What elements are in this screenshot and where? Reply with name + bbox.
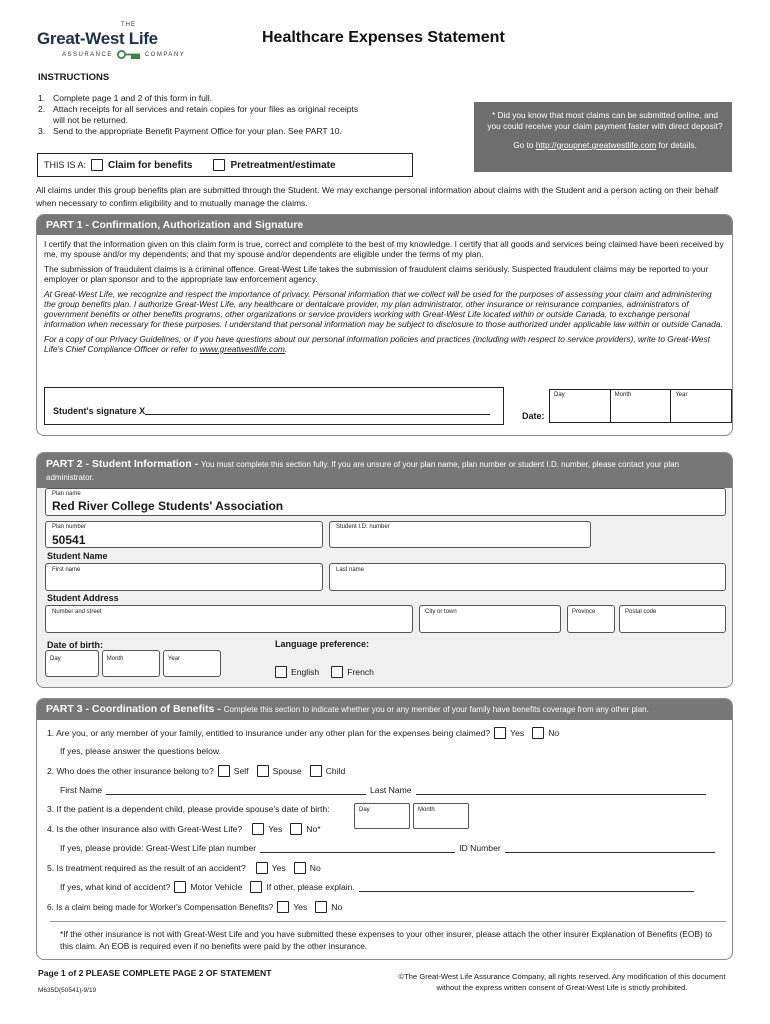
gwl-plan-number-input[interactable] — [260, 843, 455, 853]
groupnet-link[interactable]: http://groupnet.greatwestlife.com — [535, 140, 657, 150]
other-accident-checkbox[interactable] — [250, 881, 262, 893]
part2-section — [36, 452, 733, 688]
logo-assurance: ASSURANCE — [62, 51, 113, 58]
q2-row: 2. Who does the other insurance belong to? Self Spouse Child — [47, 766, 346, 776]
motor-vehicle-checkbox[interactable] — [174, 881, 186, 893]
signature-row — [44, 387, 732, 427]
insured-first-name-input[interactable] — [106, 785, 366, 795]
id-number-label: ID Number — [459, 843, 501, 853]
instructions-heading: INSTRUCTIONS — [38, 72, 110, 83]
postal-code-field[interactable] — [619, 605, 726, 633]
dob-year[interactable]: Year — [163, 650, 221, 677]
date-label: Date: — [522, 411, 545, 421]
q4-no-checkbox[interactable] — [290, 823, 302, 835]
part3-heading: PART 3 - Coordination of Benefits - Complete this section to indicate whether you or any member of your family have benefits coverage from any other plan. — [37, 699, 732, 720]
city-label: City or town — [425, 609, 457, 615]
signature-label: Student's signature X — [53, 406, 146, 416]
insured-name-row — [60, 785, 706, 795]
q6-text: 6. Is a claim being made for Worker's Compensation Benefits? — [47, 902, 274, 912]
date-year: Year — [675, 392, 688, 398]
dob-day[interactable]: Day — [45, 650, 99, 677]
copyright-notice: ©The Great-West Life Assurance Company, all rights reserved. Any modification of this document without the express written consent of Great-West Life is strictly prohibited. — [398, 972, 726, 992]
logo-the: THE — [121, 22, 136, 28]
plan-name-label: Plan name — [52, 491, 81, 497]
q5-row: 5. Is treatment required as the result of an accident? Yes No — [47, 863, 321, 873]
english-label: English — [291, 667, 320, 677]
q1-row: 1. Are you, or any member of your family, entitled to insurance under any other plan for the expenses being claimed? Yes No — [47, 728, 560, 738]
q4-yes-checkbox[interactable] — [252, 823, 264, 835]
greatwestlife-link[interactable]: www.greatwestlife.com — [199, 344, 285, 354]
self-checkbox[interactable] — [218, 765, 230, 777]
student-id-label: Student I.D. number — [336, 524, 390, 530]
date-month: Month — [611, 390, 672, 422]
q1-yes-checkbox[interactable] — [494, 727, 506, 739]
claim-type-row — [37, 153, 413, 177]
signature-field[interactable] — [44, 387, 504, 425]
dob-field[interactable] — [45, 650, 221, 677]
q4-row: 4. Is the other insurance also with Great-West Life? Yes No* — [47, 824, 321, 834]
instructions-list — [38, 93, 368, 137]
q5-no-checkbox[interactable] — [294, 862, 306, 874]
fraud-text: The submission of fraudulent claims is a criminal offence. Great-West Life takes the submission of fraudulent claims seriously. Suspected fraudulent claims may be reported to your employer or plan sponsor and to the appropriate law enforcement agency. — [44, 264, 709, 284]
claim-for-benefits-label: Claim for benefits — [108, 159, 193, 171]
logo-company: COMPANY — [144, 51, 186, 58]
province-field[interactable] — [567, 605, 615, 633]
q3-row — [47, 804, 330, 814]
q1-followup: If yes, please answer the questions below. — [60, 746, 221, 756]
privacy-guidelines-text: For a copy of our Privacy Guidelines, or if you have questions about our personal information policies and practices (including with respect to service providers), write to Great-West Life's Chief Compliance Officer or refer to www.greatwestlife.com. — [44, 334, 710, 354]
plan-number-field[interactable] — [45, 521, 323, 548]
last-name-field[interactable] — [329, 563, 726, 591]
q6-no-checkbox[interactable] — [315, 901, 327, 913]
key-icon — [117, 50, 141, 59]
insured-last-name-label: Last Name — [370, 785, 412, 795]
online-notice-link-line: Go to http://groupnet.greatwestlife.com for details. — [513, 140, 697, 150]
certify-text: I certify that the information given on this claim form is true, correct and complete to the best of my knowledge. I certify that all goods and services being claimed have been received by me, my spouse and/or my dependents; and that my spouse and/or dependents are eligible under the terms of my plan. — [44, 239, 724, 259]
logo-name: Great-West Life — [37, 29, 158, 48]
q4-followup-row — [60, 843, 715, 853]
q5-followup-row: If yes, what kind of accident? Motor Vehicle If other, please explain. — [60, 881, 694, 893]
spouse-checkbox[interactable] — [257, 765, 269, 777]
spouse-dob-day[interactable]: Day — [354, 803, 410, 829]
form-code: M635D(50541)-9/19 — [38, 987, 97, 994]
plan-number-label: Plan number — [52, 524, 87, 530]
signature-date-field[interactable] — [549, 389, 732, 423]
dob-month[interactable]: Month — [102, 650, 160, 677]
pretreatment-label: Pretreatment/estimate — [230, 159, 336, 171]
claims-notice: All claims under this group benefits plan are submitted through the Student. We may exchange personal information about claims with the Student and a person acting on their behalf when necessary to confirm eligibility and to mutually manage the claims. — [36, 185, 719, 208]
french-label: French — [347, 667, 374, 677]
other-accident-input[interactable] — [359, 882, 694, 892]
part1-heading: PART 1 - Confirmation, Authorization and Signature — [37, 215, 732, 235]
page-title: Healthcare Expenses Statement — [262, 29, 505, 46]
privacy-text: At Great-West Life, we recognize and respect the importance of privacy. Personal information that we collect will be used for the purposes of assessing your claim and administering the group benefits plan. I authorize Great-West Life, any healthcare or dentalcare provider, my plan administrator, other insurance or reinsurance companies, administrators of government benefits or other benefits programs, other organizations or service providers working with Great-West Life located within or outside Canada, to exchange personal information when necessary for these purposes. I understand that personal information may be subject to disclosure to those authorized under applicable law within or outside Canada. — [44, 289, 723, 329]
language-heading: Language preference: — [275, 639, 370, 649]
q6-row: 6. Is a claim being made for Worker's Compensation Benefits? Yes No — [47, 902, 343, 912]
eob-note: *If the other insurance is not with Great-West Life and you have submitted these expenses to your other insurer, please attach the other insurer Explanation of Benefits (EOB) to this claim. An EOB is required even if no benefits were paid by the other insurance. — [50, 921, 726, 955]
insured-first-name-label: First Name — [60, 785, 103, 795]
pretreatment-checkbox[interactable] — [213, 159, 225, 171]
language-options — [275, 666, 374, 678]
q1-text: 1. Are you, or any member of your family, entitled to insurance under any other plan for the expenses being claimed? — [47, 728, 491, 738]
logo-tagline — [62, 50, 185, 59]
first-name-field[interactable] — [45, 563, 323, 591]
claim-for-benefits-checkbox[interactable] — [91, 159, 103, 171]
street-label: Number and street — [52, 609, 102, 615]
province-label: Province — [572, 609, 596, 615]
accident-kind-label: If yes, what kind of accident? — [60, 882, 171, 892]
claim-type-label: THIS IS A: — [44, 160, 87, 170]
plan-number-value: 50541 — [52, 533, 86, 547]
student-name-heading: Student Name — [47, 551, 108, 561]
q5-yes-checkbox[interactable] — [256, 862, 268, 874]
q3-text: 3. If the patient is a dependent child, please provide spouse's date of birth: — [47, 804, 330, 814]
first-name-label: First name — [52, 567, 81, 573]
plan-name-field[interactable] — [45, 488, 726, 516]
english-checkbox[interactable] — [275, 666, 287, 678]
plan-name-value: Red River College Students' Association — [52, 499, 284, 513]
q5-text: 5. Is treatment required as the result of an accident? — [47, 863, 246, 873]
gwl-plan-number-label: If yes, please provide: Great-West Life plan number — [60, 843, 257, 853]
q1-no-checkbox[interactable] — [532, 727, 544, 739]
postal-code-label: Postal code — [625, 609, 657, 615]
id-number-input[interactable] — [505, 843, 715, 853]
online-notice-text: * Did you know that most claims can be submitted online, and you could receive your claim payment faster with direct deposit? — [487, 110, 723, 131]
city-field[interactable] — [419, 605, 561, 633]
insured-last-name-input[interactable] — [416, 785, 706, 795]
q2-text: 2. Who does the other insurance belong to? — [47, 766, 214, 776]
date-day: Day — [550, 390, 611, 422]
part2-heading: PART 2 - Student Information - You must complete this section fully. If you are unsure of your plan name, plan number or student I.D. number, please contact your plan administrator. — [37, 453, 732, 488]
page-number: Page 1 of 2 PLEASE COMPLETE PAGE 2 OF STATEMENT — [38, 968, 272, 978]
french-checkbox[interactable] — [331, 666, 343, 678]
street-field[interactable] — [45, 605, 413, 633]
child-checkbox[interactable] — [310, 765, 322, 777]
last-name-label: Last name — [336, 567, 365, 573]
q6-yes-checkbox[interactable] — [277, 901, 289, 913]
q4-text: 4. Is the other insurance also with Great-West Life? — [47, 824, 243, 834]
spouse-dob-month[interactable]: Month — [413, 803, 469, 829]
dob-heading: Date of birth: — [47, 640, 103, 650]
instruction-item: 1. Complete page 1 and 2 of this form in full. — [38, 93, 213, 103]
instruction-item: 2. Attach receipts for all services and retain copies for your files as original receipts will not be returned. — [38, 104, 359, 125]
student-address-heading: Student Address — [47, 593, 119, 603]
part1-body — [37, 235, 732, 363]
part3-section — [36, 698, 733, 960]
student-id-field[interactable] — [329, 521, 591, 548]
online-claims-notice — [474, 102, 732, 172]
instruction-item: 3. Send to the appropriate Benefit Payment Office for your plan. See PART 10. — [38, 126, 342, 136]
